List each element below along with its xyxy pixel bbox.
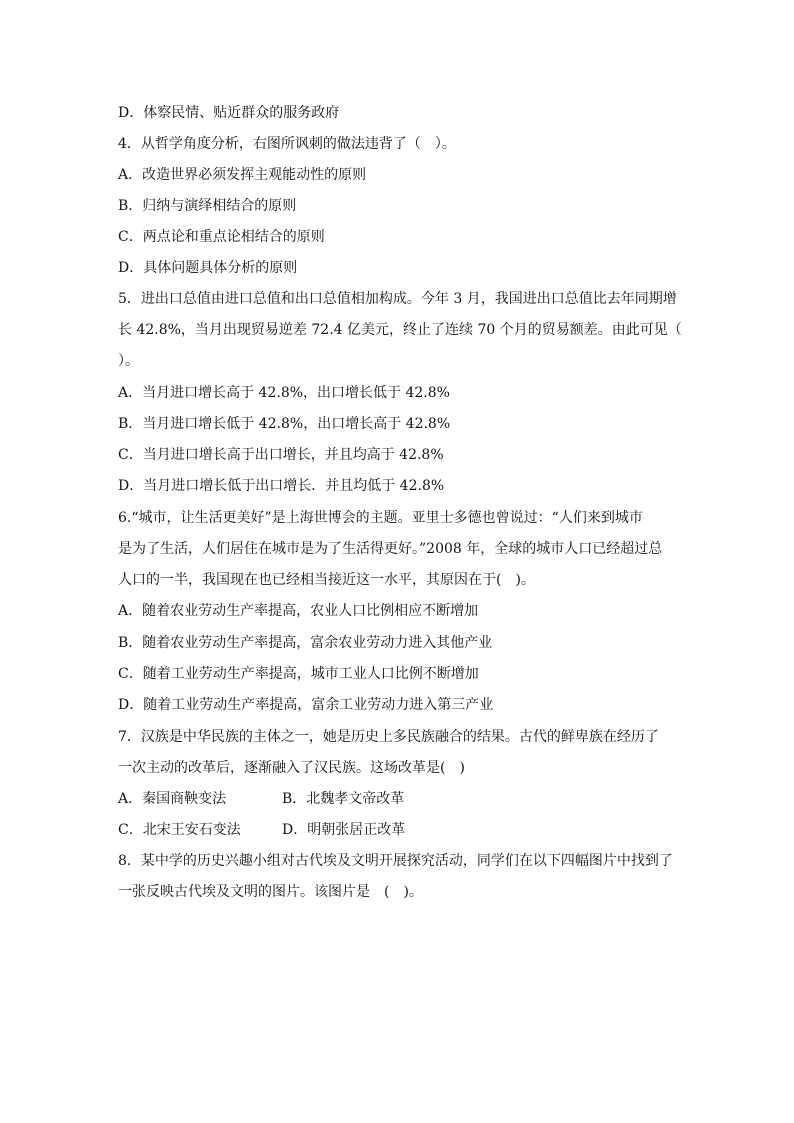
option-line: C．随着工业劳动生产率提高，城市工业人口比例不断增加	[118, 666, 479, 682]
option-line: B．归纳与演绎相结合的原则	[118, 198, 297, 214]
option-line: B．北魏孝文帝改革	[282, 791, 405, 807]
text-line: ）。	[118, 353, 139, 369]
option-line: A．当月进口增长高于 42.8%，出口增长低于 42.8%	[118, 385, 450, 401]
option-line: C．当月进口增长高于出口增长，并且均高于 42.8%	[118, 447, 444, 463]
question-5: 5．进出口总值由进口总值和出口总值相加构成。今年 3 月，我国进出口总值比去年同期增	[118, 291, 677, 307]
question-8: 8．某中学的历史兴趣小组对古代埃及文明开展探究活动，同学们在以下四幅图片中找到了	[118, 853, 673, 869]
option-line: D．具体问题具体分析的原则	[118, 260, 298, 276]
text-line: 一张反映古代埃及文明的图片。该图片是 ( )。	[118, 884, 423, 900]
option-line: D．明朝张居正改革	[282, 822, 406, 838]
text-line: 长 42.8%，当月出现贸易逆差 72.4 亿美元，终止了连续 70 个月的贸易额差。由此可见（	[118, 322, 682, 338]
option-line: A．随着农业劳动生产率提高，农业人口比例相应不断增加	[118, 603, 479, 619]
option-line: A．改造世界必须发挥主观能动性的原则	[118, 167, 367, 183]
option-line: B．当月进口增长低于 42.8%，出口增长高于 42.8%	[118, 416, 451, 432]
option-line: C．两点论和重点论相结合的原则	[118, 229, 325, 245]
text-line: D．体察民情、贴近群众的服务政府	[118, 105, 340, 121]
text-line: 是为了生活，人们居住在城市是为了生活得更好。”2008 年，全球的城市人口已经超过总	[118, 541, 663, 557]
option-line: D．当月进口增长低于出口增长．并且均低于 42.8%	[118, 478, 445, 494]
text-line: 一次主动的改革后，逐渐融入了汉民族。这场改革是( )	[118, 760, 465, 776]
question-4: 4．从哲学角度分析，右图所讽刺的做法违背了（ ）。	[118, 136, 456, 152]
option-line: B．随着农业劳动生产率提高，富余农业劳动力进入其他产业	[118, 635, 493, 651]
option-line: D．随着工业劳动生产率提高，富余工业劳动力进入第三产业	[118, 697, 494, 713]
option-line: A．秦国商鞅变法	[118, 791, 227, 807]
text-line: 人口的一半，我国现在也已经相当接近这一水平，其原因在于( )。	[118, 572, 535, 588]
question-6: 6.“城市，让生活更美好”是上海世博会的主题。亚里士多德也曾说过：“人们来到城市	[118, 510, 643, 526]
option-line: C．北宋王安石变法	[118, 822, 241, 838]
question-7: 7．汉族是中华民族的主体之一，她是历史上多民族融合的结果。古代的鲜卑族在经历了	[118, 729, 659, 745]
